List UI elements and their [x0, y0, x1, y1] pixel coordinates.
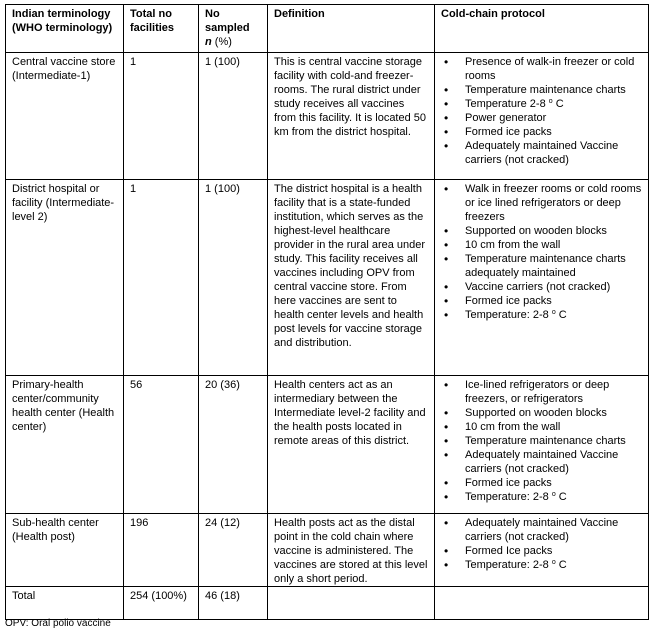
protocol-item: • Adequately maintained Vaccine carriers (not cracked) — [441, 516, 642, 544]
protocol-item: • Temperature 2-8 $^o$ C — [441, 97, 642, 111]
protocol-item: • Power generator — [441, 111, 642, 125]
header-total: Total no facilities — [124, 5, 199, 53]
header-sampled-n: n — [205, 36, 212, 48]
protocol-item: • Adequately maintained Vaccine carriers (not cracked) — [441, 448, 642, 476]
protocol-item: • Temperature maintenance charts — [441, 83, 642, 97]
cell-protocol — [435, 180, 649, 376]
protocol-item: • Formed ice packs — [441, 294, 642, 308]
protocol-item: • Walk in freezer rooms or cold rooms or ice lined refrigerators or deep freezers — [441, 182, 642, 224]
table-row — [6, 180, 649, 376]
header-sampled-pct: (%) — [214, 36, 232, 48]
protocol-item: • 10 cm from the wall — [441, 238, 642, 252]
protocol-item: • Adequately maintained Vaccine carriers (not cracked) — [441, 139, 642, 167]
protocol-list — [441, 516, 642, 572]
protocol-item: • Supported on wooden blocks — [441, 224, 642, 238]
total-row — [6, 587, 649, 620]
protocol-item: • Vaccine carriers (not cracked) — [441, 280, 642, 294]
header-sampled-text: No sampled — [205, 8, 250, 34]
total-facilities: 254 (100%) — [124, 587, 199, 620]
total-protocol-empty — [435, 587, 649, 620]
total-label: Total — [6, 587, 124, 620]
header-row — [6, 5, 649, 53]
cell-sampled: 1 (100) — [199, 53, 268, 180]
protocol-list — [441, 55, 642, 167]
cold-chain-table — [5, 4, 649, 620]
header-definition: Definition — [268, 5, 435, 53]
protocol-item: • Temperature: 2-8 $^o$ C — [441, 308, 642, 322]
cell-definition: The district hospital is a health facility that is a state-funded institution, which serves as the highest-level healthcare provider in the rural area under study. This facility receives all vaccines including OPV from central vaccine store. From here vaccines are sent to health center levels and health post levels for vaccine storage and distribution. — [268, 180, 435, 376]
cell-protocol — [435, 376, 649, 514]
table-row — [6, 376, 649, 514]
protocol-item: • Temperature maintenance charts — [441, 434, 642, 448]
protocol-item: • Temperature: 2-8 $^o$ C — [441, 490, 642, 504]
cell-terminology: Sub-health center (Health post) — [6, 514, 124, 587]
cell-terminology: District hospital or facility (Intermediate-level 2) — [6, 180, 124, 376]
protocol-item: • Temperature: 2-8 $^o$ C — [441, 558, 642, 572]
protocol-item: • Formed ice packs — [441, 125, 642, 139]
cell-total: 1 — [124, 180, 199, 376]
cell-sampled: 24 (12) — [199, 514, 268, 587]
protocol-item: • Supported on wooden blocks — [441, 406, 642, 420]
header-sampled — [199, 5, 268, 53]
header-protocol: Cold-chain protocol — [435, 5, 649, 53]
cell-protocol — [435, 514, 649, 587]
header-terminology: Indian terminology (WHO terminology) — [6, 5, 124, 53]
cell-definition: This is central vaccine storage facility with cold-and freezer-rooms. The rural district under study receives all vaccines from this facility. It is located 50 km from the district hospital. — [268, 53, 435, 180]
cell-sampled: 20 (36) — [199, 376, 268, 514]
protocol-item: • Formed ice packs — [441, 476, 642, 490]
table-row — [6, 53, 649, 180]
total-sampled: 46 (18) — [199, 587, 268, 620]
protocol-item: • Temperature maintenance charts adequately maintained — [441, 252, 642, 280]
cell-terminology: Primary-health center/community health center (Health center) — [6, 376, 124, 514]
cell-total: 1 — [124, 53, 199, 180]
cell-sampled: 1 (100) — [199, 180, 268, 376]
cell-total: 56 — [124, 376, 199, 514]
cell-protocol — [435, 53, 649, 180]
cell-terminology: Central vaccine store (Intermediate-1) — [6, 53, 124, 180]
protocol-list — [441, 378, 642, 504]
table-row — [6, 514, 649, 587]
protocol-item: • Presence of walk-in freezer or cold rooms — [441, 55, 642, 83]
cell-definition: Health centers act as an intermediary between the Intermediate level-2 facility and the health posts located in remote areas of this district. — [268, 376, 435, 514]
protocol-item: • 10 cm from the wall — [441, 420, 642, 434]
protocol-list — [441, 182, 642, 322]
cell-total: 196 — [124, 514, 199, 587]
cell-definition: Health posts act as the distal point in the cold chain where vaccine is administered. The vaccines are stored at this level only a short period. — [268, 514, 435, 587]
footnote: OPV: Oral polio vaccine — [5, 618, 111, 629]
protocol-item: • Ice-lined refrigerators or deep freezers, or refrigerators — [441, 378, 642, 406]
protocol-item: • Formed Ice packs — [441, 544, 642, 558]
total-definition-empty — [268, 587, 435, 620]
